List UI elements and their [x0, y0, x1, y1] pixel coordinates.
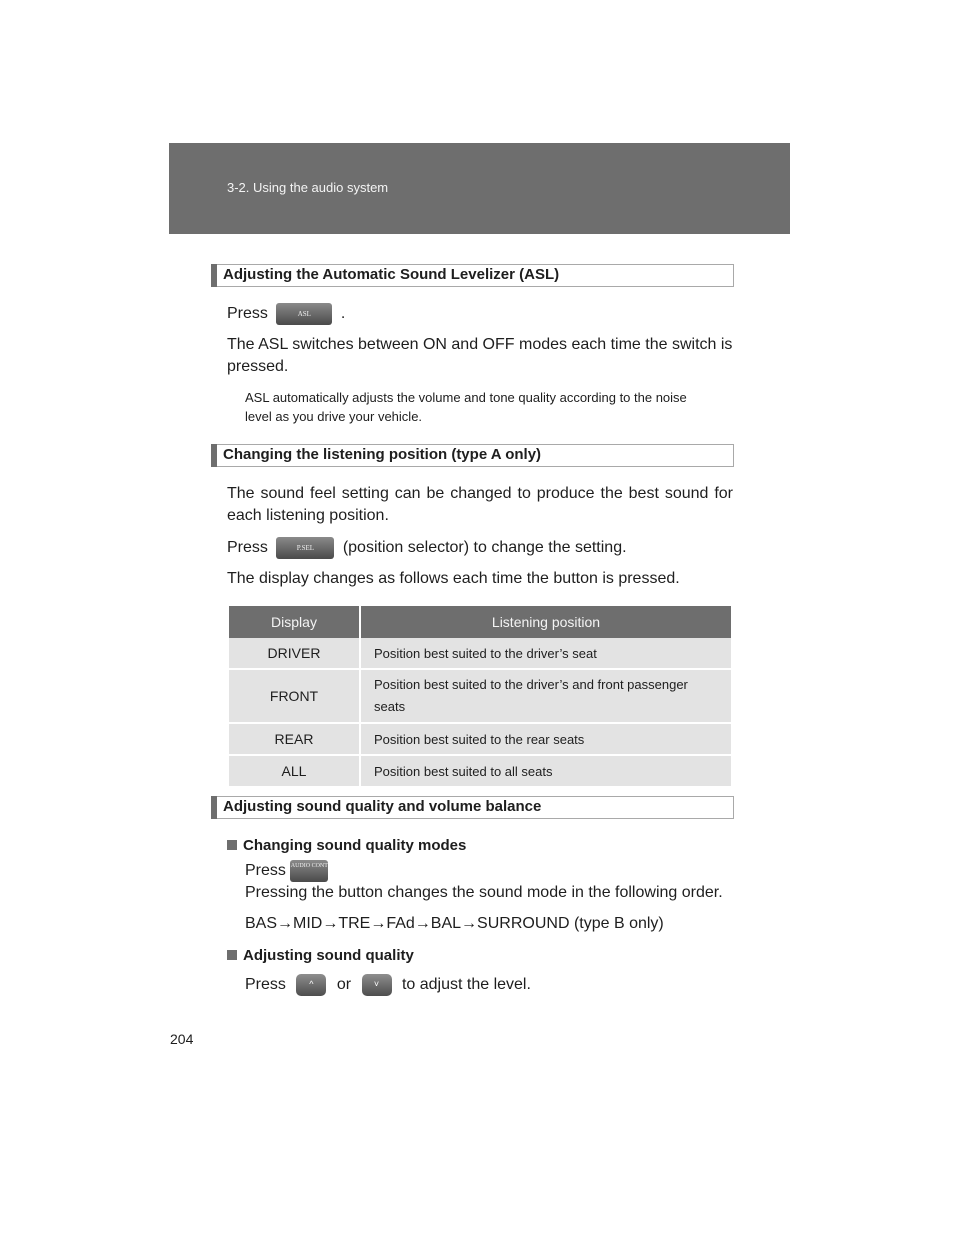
section-title: Changing the listening position (type A only): [223, 446, 542, 463]
chevron-up-icon: ^: [296, 974, 326, 996]
subheading-adjust-quality: Adjusting sound quality: [227, 945, 414, 967]
chevron-down-icon: ˅: [362, 974, 392, 996]
sound-mode-sequence: BAS→MID→TRE→FAd→BAL→SURROUND (type B only): [245, 915, 664, 932]
section-heading-quality: [211, 796, 734, 819]
asl-button-icon: ASL: [276, 303, 332, 325]
table-row: REAR Position best suited to the rear seats: [229, 723, 731, 755]
asl-press-line: Press ASL .: [227, 303, 345, 325]
listening-position-table: [229, 606, 731, 788]
table-header-row: [229, 606, 731, 638]
bullet-square-icon: [227, 840, 237, 850]
section-heading-position: [211, 444, 734, 467]
psel-button-icon: P.SEL: [276, 537, 334, 559]
subheading-sound-modes: Changing sound quality modes: [227, 835, 466, 857]
asl-body: The ASL switches between ON and OFF modes each time the switch is pressed.: [227, 336, 733, 375]
page-header: [169, 143, 790, 234]
position-intro-line1: The sound feel setting can be changed to produce the best sound for: [227, 485, 733, 502]
table-header-display: Display: [229, 606, 360, 638]
table-row: DRIVER Position best suited to the driver’s seat: [229, 638, 731, 669]
table-row: ALL Position best suited to all seats: [229, 755, 731, 787]
section-marker: [211, 264, 217, 287]
position-intro-line2: each listening position.: [227, 507, 389, 524]
adjust-press-line: Press ^ or ˅ to adjust the level.: [245, 974, 531, 996]
section-marker: [211, 444, 217, 467]
psel-press-line: Press P.SEL (position selector) to change the setting.: [227, 537, 627, 559]
audio-press-line: Press AUDIO CONT: [245, 860, 328, 882]
header-title: 3-2. Using the audio system: [227, 180, 389, 195]
section-title: Adjusting the Automatic Sound Levelizer (ASL): [223, 266, 560, 283]
sound-mode-body: Pressing the button changes the sound mode in the following order.: [245, 884, 723, 901]
page-number: 204: [170, 1031, 194, 1047]
table-header-position: Listening position: [360, 606, 731, 638]
bullet-square-icon: [227, 950, 237, 960]
asl-note-line2: level as you drive your vehicle.: [245, 409, 423, 424]
section-heading-asl: [211, 264, 734, 287]
display-changes-text: The display changes as follows each time the button is pressed.: [227, 570, 680, 587]
table-row: FRONT Position best suited to the driver’s and front passenger seats: [229, 669, 731, 723]
audio-cont-button-icon: AUDIO CONT: [290, 860, 328, 882]
section-marker: [211, 796, 217, 819]
asl-note-line1: ASL automatically adjusts the volume and tone quality according to the noise: [245, 390, 687, 405]
section-title: Adjusting sound quality and volume balance: [223, 798, 542, 815]
